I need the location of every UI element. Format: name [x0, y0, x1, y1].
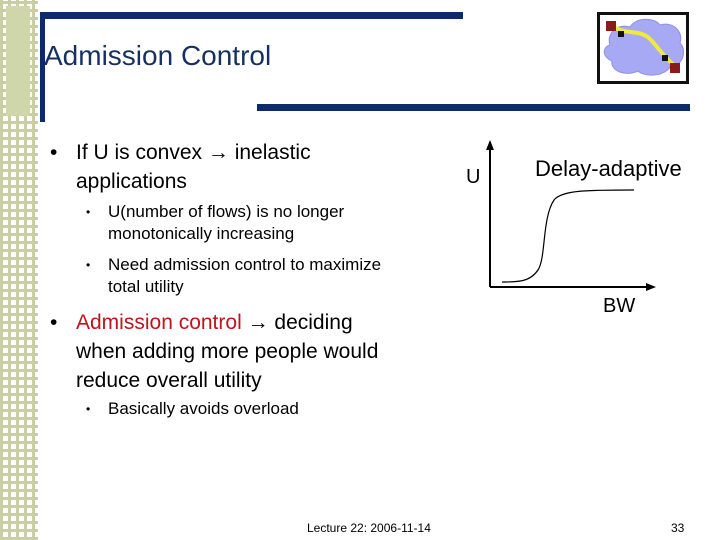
- sub-bullet-1-2-line-2: total utility: [108, 277, 184, 296]
- curve-label: Delay-adaptive: [535, 156, 682, 181]
- x-axis-label: BW: [603, 295, 636, 317]
- bullet-1-line-1: If U is convex → inelastic: [76, 141, 311, 164]
- sub-bullet-2-1-line-1: Basically avoids overload: [108, 399, 299, 418]
- bullet-marker: •: [86, 258, 91, 272]
- underline-accent-bar: [257, 104, 690, 111]
- bullet-marker: •: [50, 141, 58, 164]
- sub-bullet-1-2-line-1: Need admission control to maximize: [108, 255, 382, 274]
- y-axis-label: U: [466, 166, 481, 188]
- sub-bullet-1-1-line-2: monotonically increasing: [108, 224, 295, 243]
- highlight-term: Admission control: [76, 311, 242, 334]
- network-cloud-logo-icon: [597, 12, 689, 84]
- footer-text: Lecture 22: 2006-11-14: [307, 521, 431, 535]
- strip-block: [6, 6, 30, 116]
- y-axis-arrow: [486, 140, 494, 150]
- bullet-2-line-2: when adding more people would: [76, 340, 379, 363]
- left-decorative-strip: [0, 0, 38, 540]
- bullet-2-line-1: [76, 308, 353, 337]
- bullet-2-line-3: reduce overall utility: [76, 369, 262, 392]
- bullet-marker: •: [86, 205, 91, 219]
- bullet-1-line-2: applications: [76, 170, 187, 193]
- bullet-marker: •: [50, 311, 58, 334]
- x-axis-arrow: [646, 283, 656, 291]
- page-number: 33: [671, 521, 685, 535]
- top-accent-bar: [40, 12, 463, 19]
- slide-title: Admission Control: [44, 40, 272, 71]
- utility-curve: [502, 190, 634, 282]
- sub-bullet-1-1-line-1: U(number of flows) is no longer: [108, 202, 345, 221]
- bullet-marker: •: [86, 402, 91, 416]
- bullet-2-lead-rest: → deciding: [241, 311, 353, 334]
